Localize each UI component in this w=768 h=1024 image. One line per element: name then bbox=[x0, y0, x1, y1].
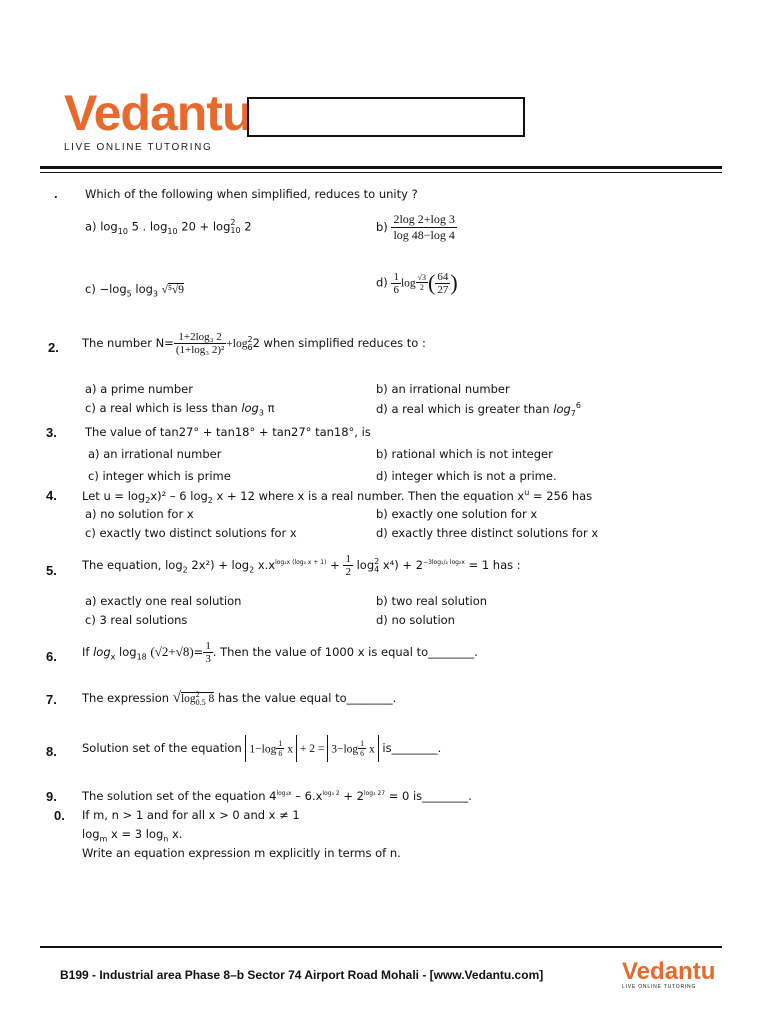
option-d: d) integer which is not a prime. bbox=[376, 469, 557, 483]
option-c: $c) -\log_5$ $\log_3 √^5√9$ bbox=[85, 282, 185, 299]
option-c: c) 3 real solutions bbox=[85, 613, 188, 627]
question-number: 9. bbox=[46, 789, 57, 804]
logo-wordmark: Vedantu bbox=[64, 85, 252, 141]
header-rule-thick bbox=[40, 166, 722, 169]
option-c: c) a real which is less than $\log_3 \pi$ bbox=[85, 401, 275, 418]
logo-tagline: LIVE ONLINE TUTORING bbox=[64, 142, 213, 153]
question-text: The number N= $\frac{\text{1+2log₃ 2}}{\text{(1+log₃ 2)²}}$ +log 2 6 2 when simplified reduces to : bbox=[82, 331, 426, 356]
question-text: Solution set of the equation 1−log $\frac{1}{6}$ x + 2 = 3−log $\frac{1}{6}$ x is________. bbox=[82, 735, 441, 762]
footer-vedantu-logo bbox=[622, 960, 715, 990]
option-c: c) exactly two distinct solutions for x bbox=[85, 526, 297, 540]
question-text: The expression √log 2 0.5 8 has the value equal to________. bbox=[82, 690, 397, 708]
header-blank-box bbox=[247, 97, 525, 137]
option-b: b) two real solution bbox=[376, 594, 488, 608]
option-b: b) $\frac{2\log 2+\log 3}{\log 48-\log 4}$ bbox=[376, 212, 455, 242]
footer-logo-wordmark: Vedantu bbox=[622, 958, 716, 985]
question-line: $\log_m x = 3$ $\log_n x$. bbox=[82, 827, 183, 844]
question-number: 5. bbox=[46, 563, 57, 578]
question-number: 3. bbox=[46, 425, 57, 440]
question-number: 4. bbox=[46, 488, 57, 503]
footer-rule bbox=[40, 946, 722, 948]
header-rule-thin bbox=[40, 172, 722, 173]
question-number: 7. bbox=[46, 692, 57, 707]
option-a: a) $\log_{10} 5$ . $\log_{10} 20 + \log$ 2 10 2 bbox=[85, 218, 252, 236]
question-text: If $\log_x \log_{18} (√2+√8)=$ $\frac{1}{3}$ . Then the value of 1000 x is equal to________. bbox=[82, 640, 478, 665]
question-text: The equation, $\log_2 2x^2) + \log_2 x.x^{log_2x (log_2 x + 1)}$ + $\frac{1}{2}$ log 2 4 $x^4) + 2^{-3log_1/_2 log_2x} = 1$ has : bbox=[82, 553, 521, 578]
question-number: 8. bbox=[46, 744, 57, 759]
option-a: a) an irrational number bbox=[88, 447, 222, 461]
option-a: a) a prime number bbox=[85, 382, 193, 396]
footer-logo-tagline: LIVE ONLINE TUTORING bbox=[622, 984, 697, 990]
option-d: d) $\frac{1}{6}$ log $\frac{√3}{2}$ ( $\frac{64}{27}$ ) bbox=[376, 270, 458, 296]
question-text: The value of tan27° + tan18° + tan27° tan18°, is bbox=[85, 425, 371, 439]
option-b: b) rational which is not integer bbox=[376, 447, 553, 461]
option-b: b) an irrational number bbox=[376, 382, 510, 396]
option-c: c) integer which is prime bbox=[88, 469, 231, 483]
question-text: Which of the following when simplified, reduces to unity ? bbox=[85, 187, 418, 201]
option-d: d) exactly three distinct solutions for x bbox=[376, 526, 599, 540]
option-a: a) no solution for x bbox=[85, 507, 194, 521]
question-number: . bbox=[54, 186, 58, 201]
question-number: 2. bbox=[48, 340, 59, 355]
footer-address: B199 - Industrial area Phase 8–b Sector 74 Airport Road Mohali - [www.Vedantu.com] bbox=[60, 968, 544, 982]
option-d: d) a real which is greater than $\log_7^6$ bbox=[376, 401, 581, 419]
question-number: 0. bbox=[54, 808, 65, 823]
question-text: Let $u = \log_2x)^2 - 6$ $\log_2 x + 12$ where x is a real number. Then the equation $x^u = 256$ has bbox=[82, 488, 593, 506]
option-d: d) no solution bbox=[376, 613, 455, 627]
vedantu-logo bbox=[64, 85, 252, 153]
question-text: The solution set of the equation $4^{log_3x} - 6.x^{log_3 2} + 2^{log_3 27} = 0$ is________. bbox=[82, 789, 472, 803]
option-b: b) exactly one solution for x bbox=[376, 507, 538, 521]
question-line: Write an equation expression m explicitly in terms of n. bbox=[82, 846, 401, 860]
option-a: a) exactly one real solution bbox=[85, 594, 242, 608]
question-number: 6. bbox=[46, 649, 57, 664]
question-line: If m, n > 1 and for all x > 0 and x ≠ 1 bbox=[82, 808, 300, 822]
